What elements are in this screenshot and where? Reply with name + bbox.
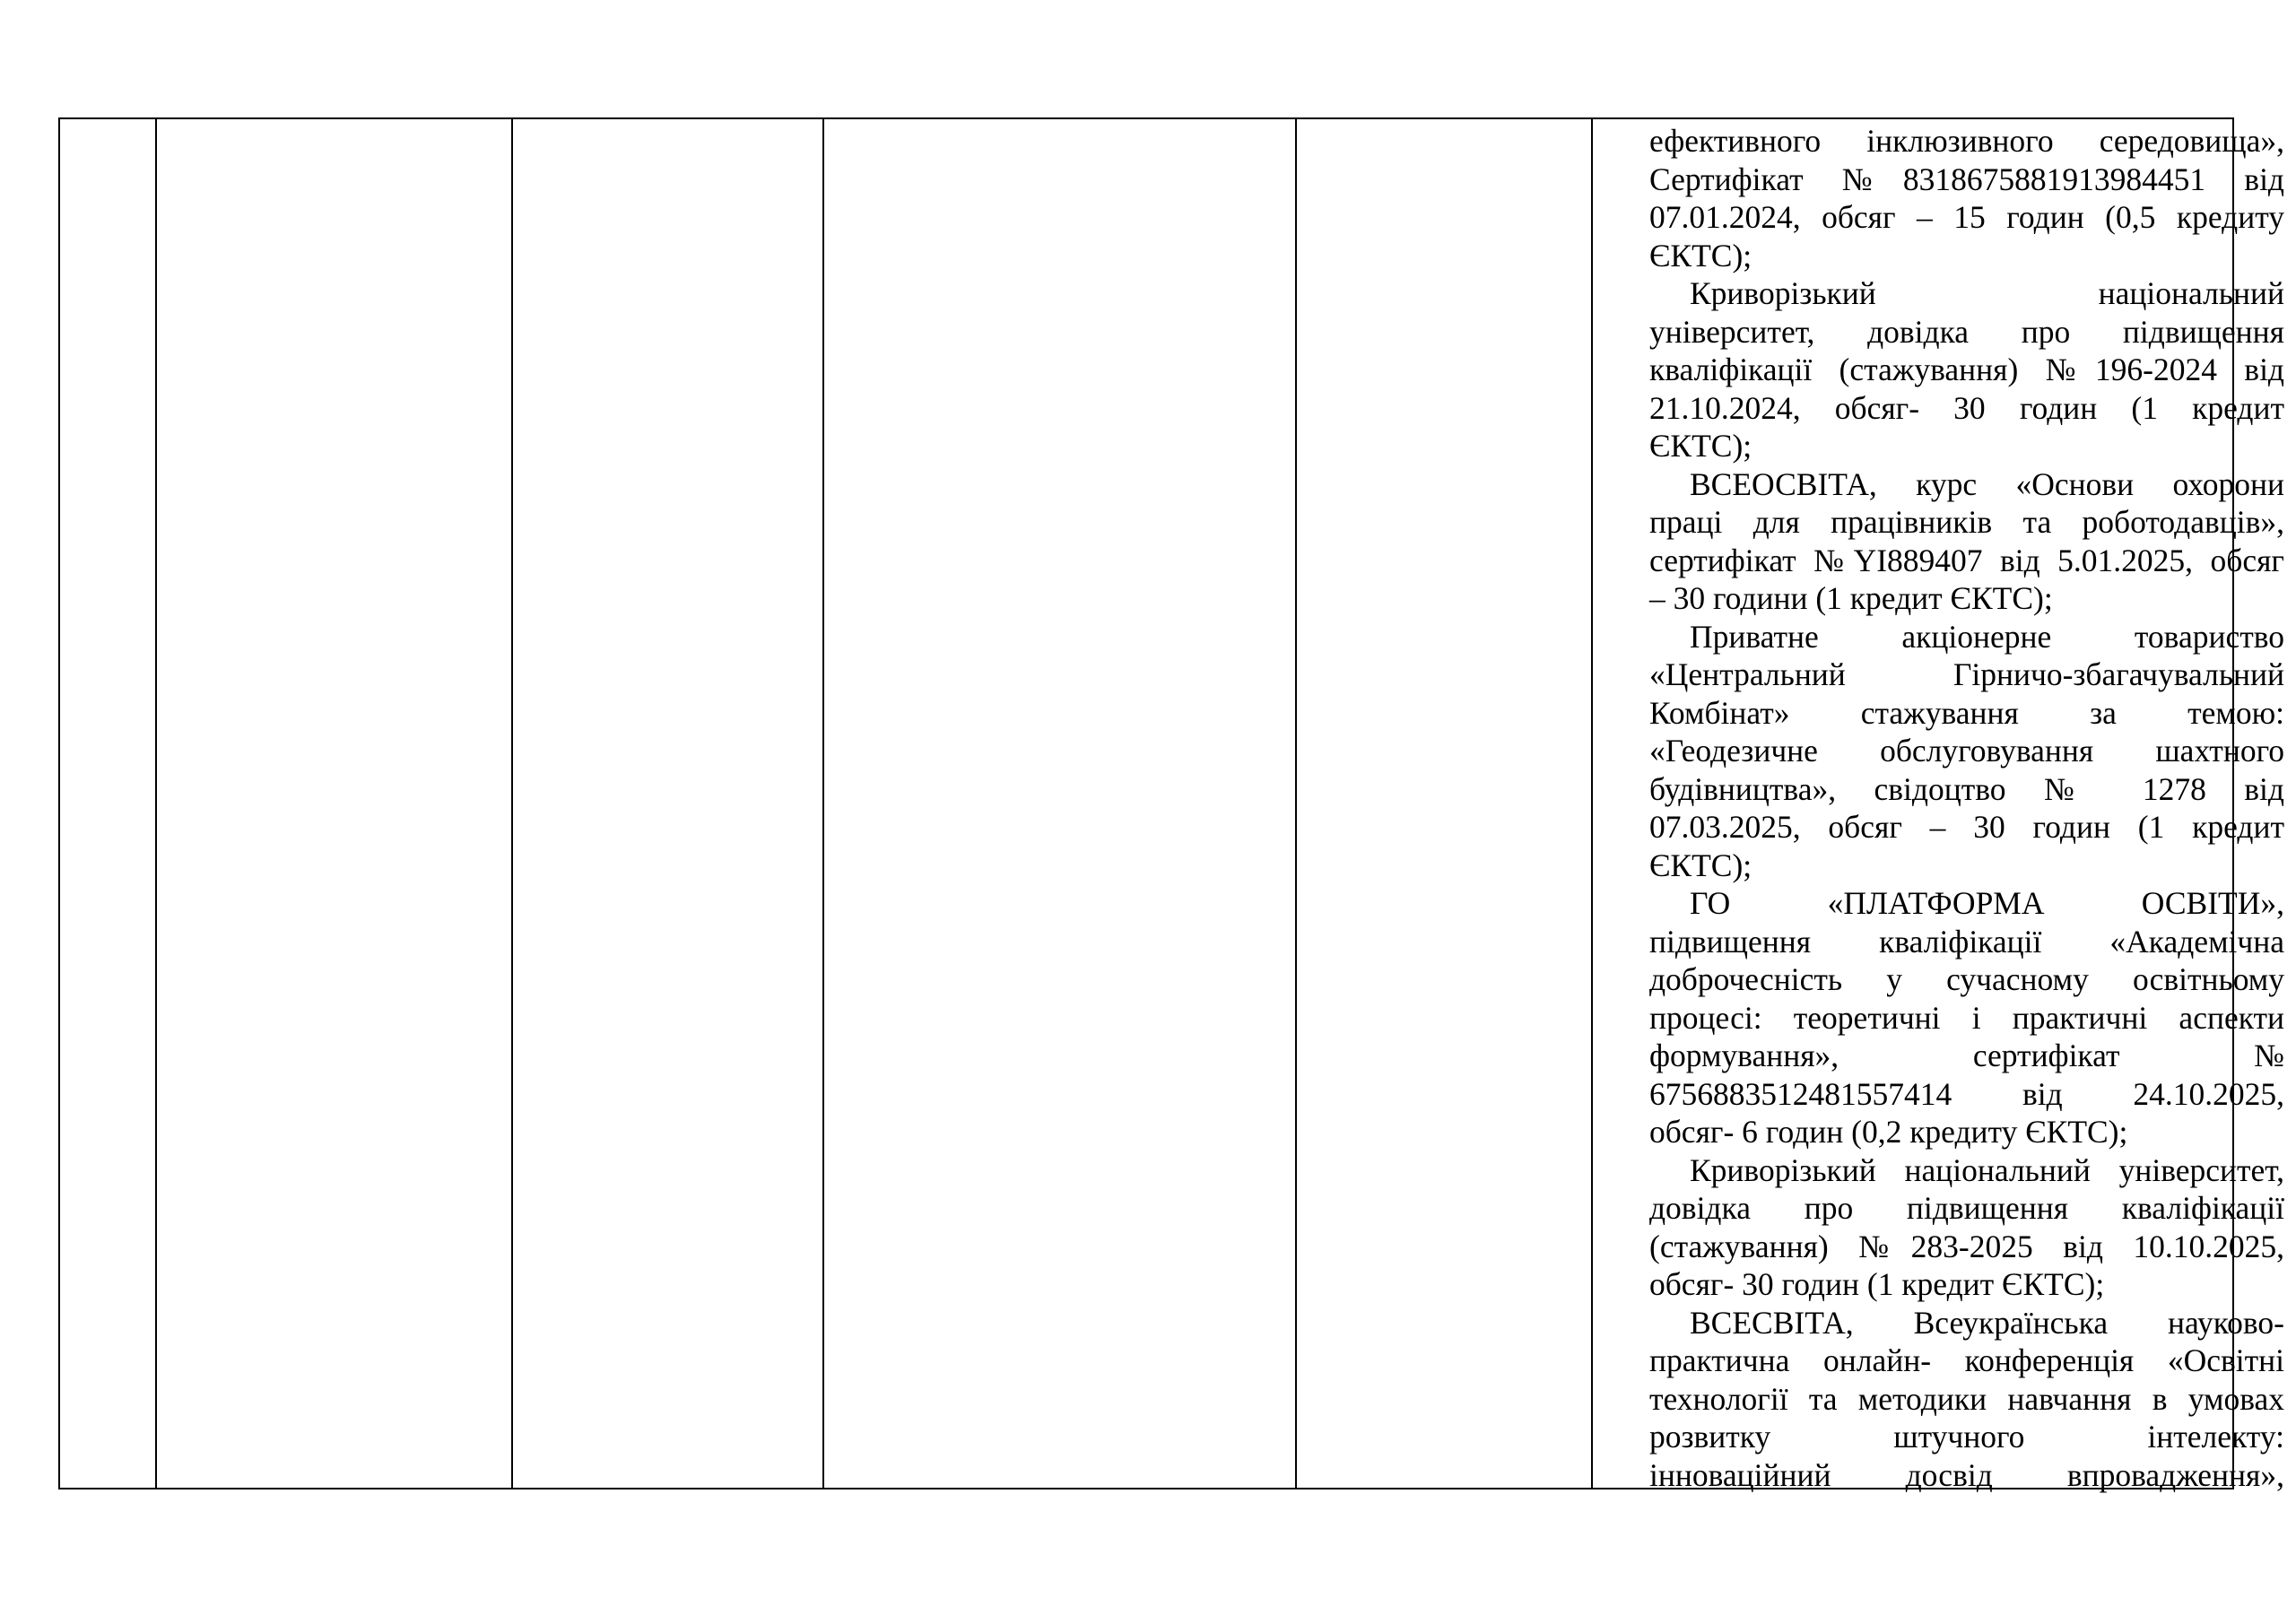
cell-line: Комбінат» стажування за темою: [1649, 694, 2284, 731]
cell-line: 07.01.2024, обсяг – 15 годин (0,5 кредиту [1649, 199, 2284, 235]
cell-line: ЄКТС); [1649, 847, 1752, 883]
cell-line: Криворізький національний університет, [1690, 1151, 2284, 1188]
column-divider-2 [511, 119, 513, 1488]
column-divider-1 [155, 119, 157, 1488]
column-divider-5 [1591, 119, 1593, 1488]
cell-line: процесі: теоретичні і практичні аспекти [1649, 999, 2284, 1036]
cell-line: Сертифікат №8318675881913984451 від [1649, 161, 2284, 197]
cell-line: ВСЕСВІТА, Всеукраїнська науково- [1690, 1304, 2284, 1341]
column-divider-3 [822, 119, 824, 1488]
cell-line: ефективного інклюзивного середовища», [1649, 123, 2284, 159]
cell-line: 07.03.2025, обсяг – 30 годин (1 кредит [1649, 809, 2284, 845]
column-divider-4 [1295, 119, 1297, 1488]
cell-line: ВСЕОСВІТА, курс «Основи охорони [1690, 465, 2284, 502]
cell-line: «Геодезичне обслуговування шахтного [1649, 733, 2284, 769]
cell-line: довідка про підвищення кваліфікації [1649, 1190, 2284, 1226]
cell-line: обсяг- 6 годин (0,2 кредиту ЄКТС); [1649, 1114, 2128, 1150]
cell-line: Криворізький національний [1690, 275, 2284, 311]
cell-line: «Центральний Гірничо-збагачувальний [1649, 656, 2284, 692]
cell-line: технології та методики навчання в умовах [1649, 1380, 2284, 1417]
cell-line: 21.10.2024, обсяг- 30 годин (1 кредит [1649, 389, 2284, 426]
cell-line: сертифікат №YI889407 від 5.01.2025, обсяг [1649, 542, 2284, 578]
cell-line: практична онлайн- конференція «Освітні [1649, 1342, 2284, 1378]
cell-line: – 30 години (1 кредит ЄКТС); [1649, 580, 2053, 616]
cell-line: розвитку штучного інтелекту: [1649, 1419, 2284, 1455]
cell-line: ЄКТС); [1649, 428, 1752, 464]
cell-line: підвищення кваліфікації «Академічна [1649, 923, 2284, 960]
document-table [58, 117, 2284, 1493]
cell-line: ЄКТС); [1649, 237, 1752, 274]
cell-line: кваліфікації (стажування) №196-2024 від [1649, 352, 2284, 387]
cell-line: ГО «ПЛАТФОРМА ОСВІТИ», [1690, 885, 2284, 921]
cell-line: університет, довідка про підвищення [1649, 313, 2284, 350]
cell-line: обсяг- 30 годин (1 кредит ЄКТС); [1649, 1266, 2105, 1302]
cell-line: праці для працівників та роботодавців», [1649, 504, 2284, 540]
cell-line: формування», сертифікат № [1649, 1038, 2284, 1073]
cell-line: Приватне акціонерне товариство [1690, 618, 2284, 655]
cell-line: 6756883512481557414 від 24.10.2025, [1649, 1075, 2284, 1112]
cell-line: доброчесність у сучасному освітньому [1649, 961, 2284, 997]
qualification-cell-text [1649, 119, 2284, 1494]
cell-line: інноваційний досвід впровадження», [1649, 1456, 2284, 1493]
cell-line: будівництва», свідоцтво № 1278 від [1649, 770, 2284, 807]
cell-line: (стажування) №283-2025 від 10.10.2025, [1649, 1228, 2284, 1264]
